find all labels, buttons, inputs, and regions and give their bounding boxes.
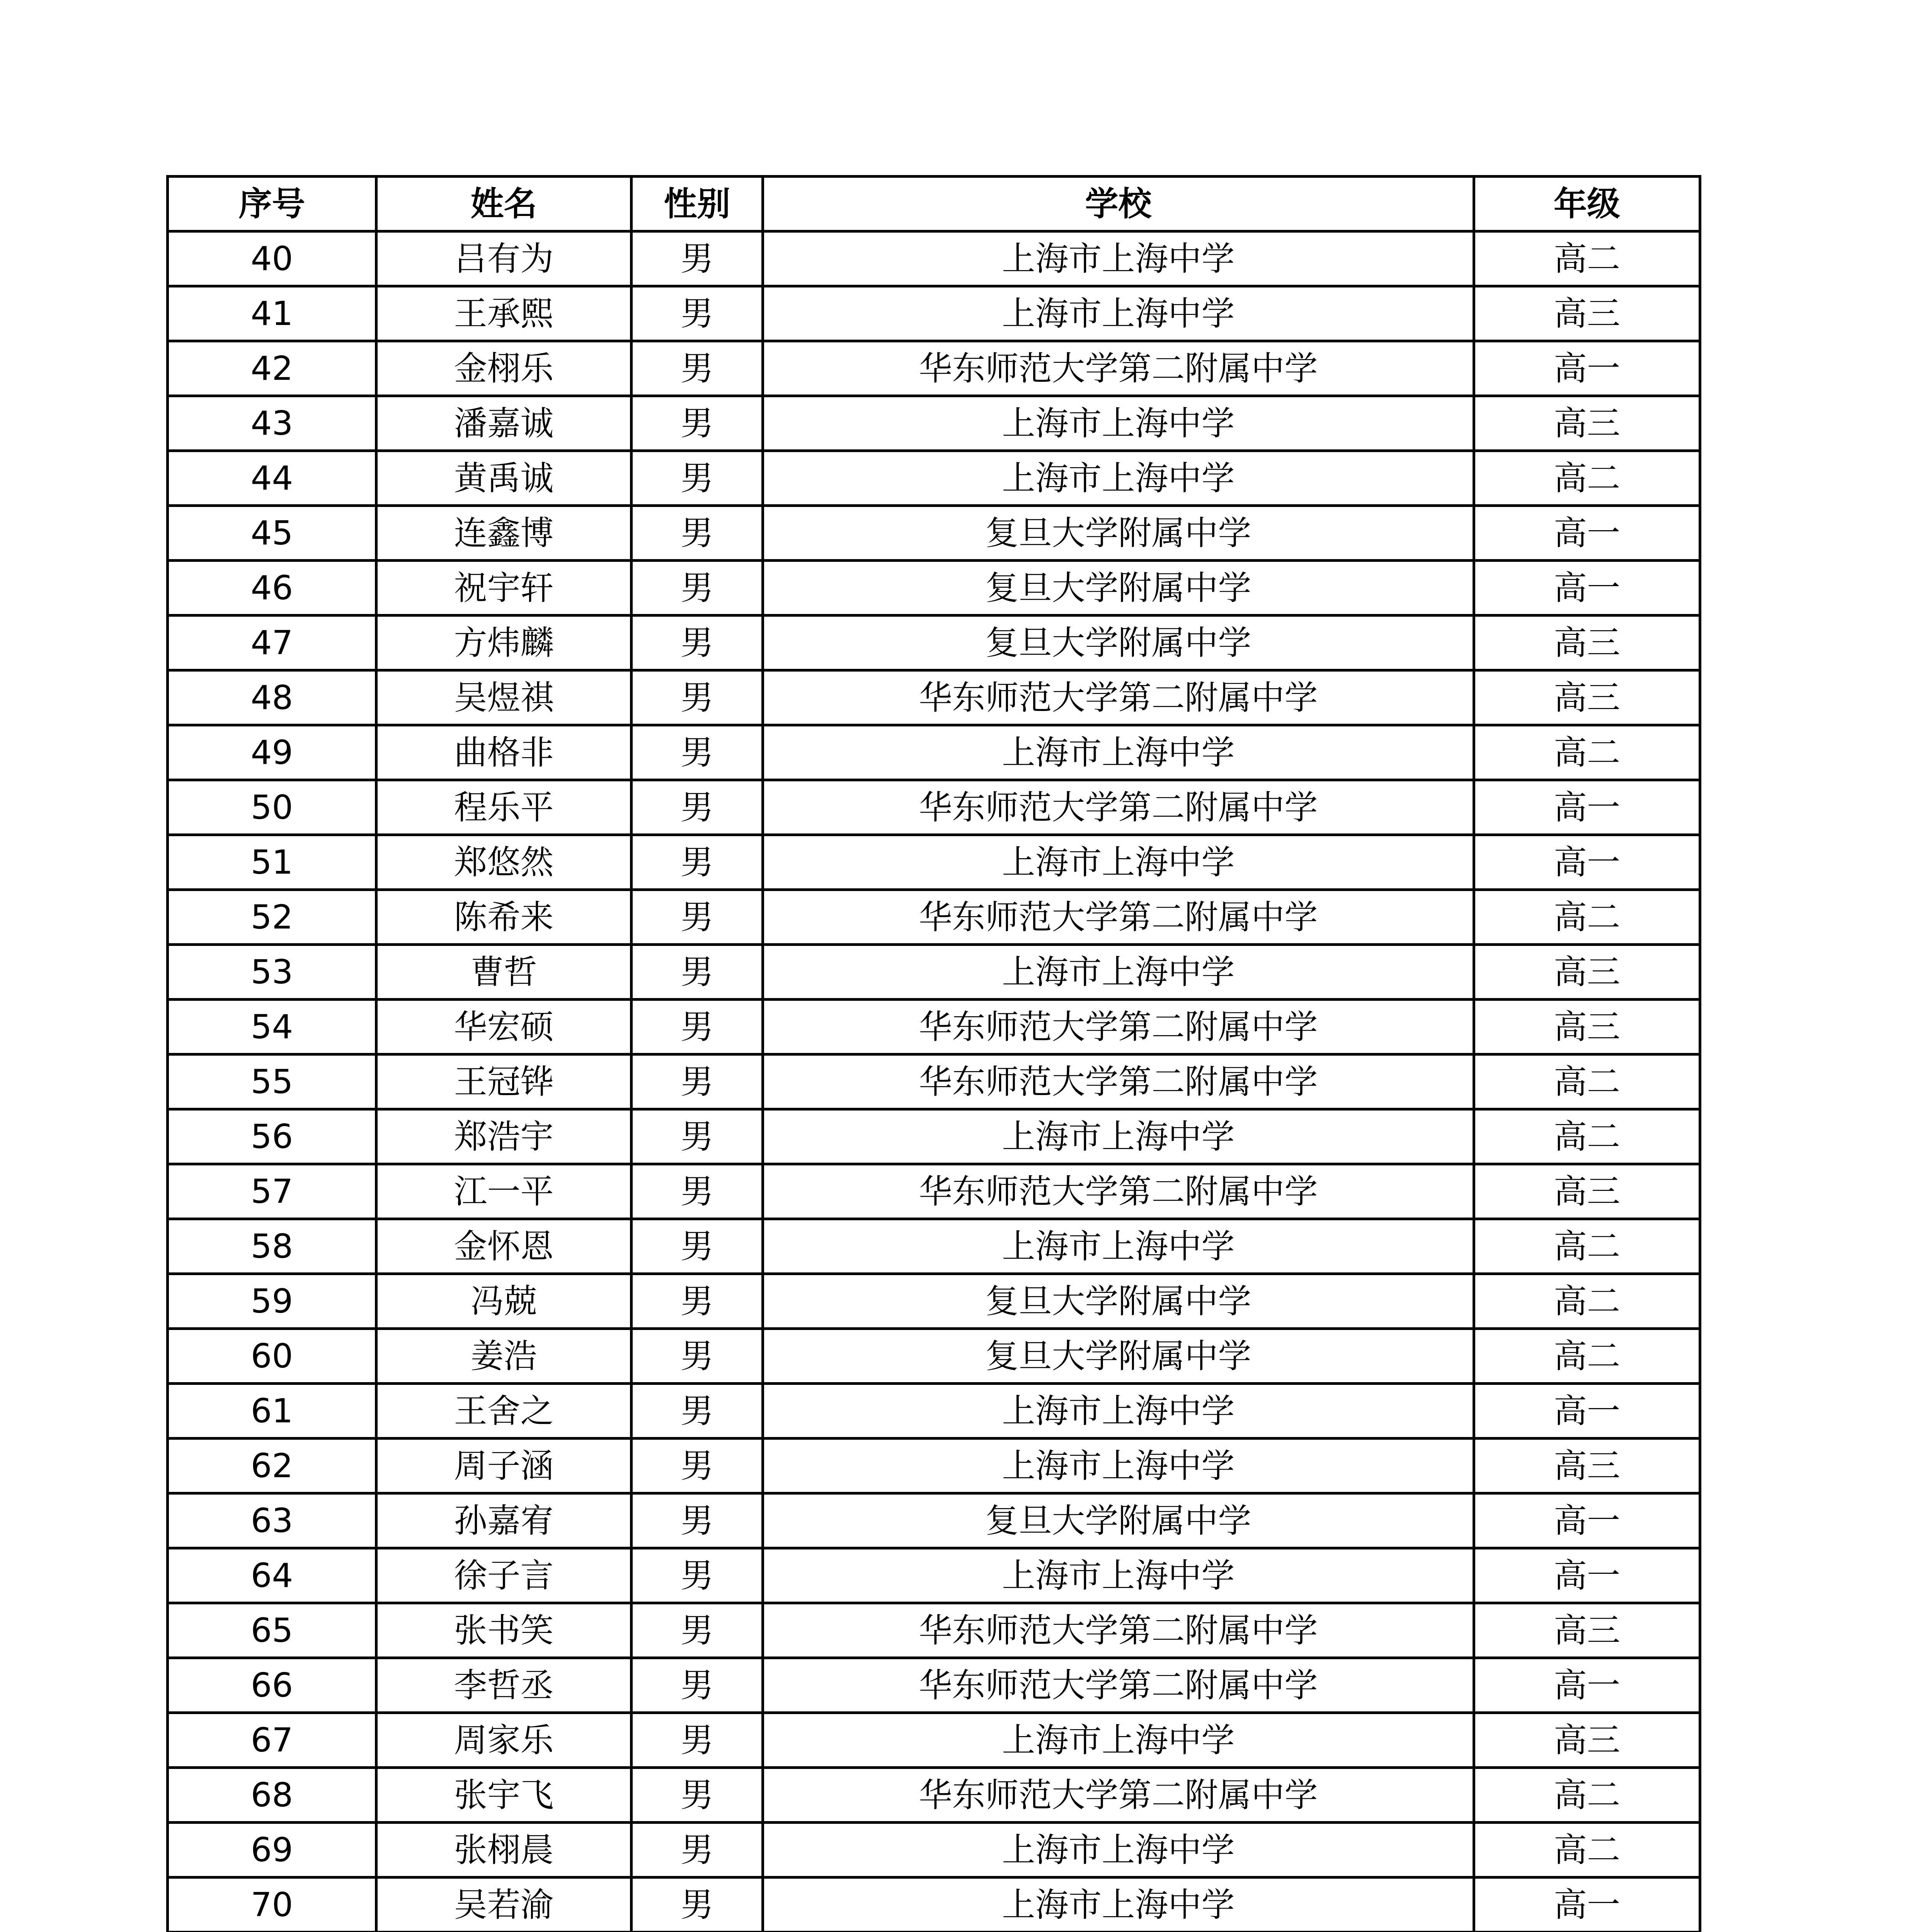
name-cell: 金栩乐 [376, 341, 632, 396]
name-cell: 张宇飞 [376, 1768, 632, 1823]
school-cell: 上海市上海中学 [763, 835, 1474, 890]
table-row [168, 1823, 1700, 1878]
table-row [168, 1164, 1700, 1219]
school-cell: 华东师范大学第二附属中学 [763, 890, 1474, 945]
table-row [168, 1548, 1700, 1603]
school-cell: 华东师范大学第二附属中学 [763, 1658, 1474, 1713]
school-cell: 复旦大学附属中学 [763, 1329, 1474, 1384]
serial-number-cell: 46 [168, 561, 376, 616]
serial-number-cell: 52 [168, 890, 376, 945]
serial-number-cell: 47 [168, 616, 376, 670]
name-cell: 黄禹诚 [376, 451, 632, 506]
gender-cell: 男 [632, 1054, 763, 1109]
school-cell: 华东师范大学第二附属中学 [763, 780, 1474, 835]
serial-number-cell: 57 [168, 1164, 376, 1219]
table-row [168, 835, 1700, 890]
serial-number-cell: 60 [168, 1329, 376, 1384]
school-cell: 上海市上海中学 [763, 945, 1474, 1000]
grade-cell: 高一 [1474, 1658, 1700, 1713]
name-cell: 徐子言 [376, 1548, 632, 1603]
name-cell: 祝宇轩 [376, 561, 632, 616]
school-cell: 上海市上海中学 [763, 396, 1474, 451]
name-cell: 姜浩 [376, 1329, 632, 1384]
school-cell: 复旦大学附属中学 [763, 616, 1474, 670]
serial-number-cell: 51 [168, 835, 376, 890]
gender-cell: 男 [632, 725, 763, 780]
header-name: 姓名 [376, 177, 632, 231]
gender-cell: 男 [632, 1164, 763, 1219]
grade-cell: 高二 [1474, 890, 1700, 945]
table-row [168, 780, 1700, 835]
table-row [168, 341, 1700, 396]
serial-number-cell: 42 [168, 341, 376, 396]
gender-cell: 男 [632, 1329, 763, 1384]
table-row [168, 1713, 1700, 1768]
table-row [168, 1219, 1700, 1274]
table-row [168, 1109, 1700, 1164]
gender-cell: 男 [632, 1384, 763, 1439]
name-cell: 郑浩宇 [376, 1109, 632, 1164]
school-cell: 上海市上海中学 [763, 1439, 1474, 1493]
name-cell: 郑悠然 [376, 835, 632, 890]
serial-number-cell: 40 [168, 231, 376, 286]
school-cell: 华东师范大学第二附属中学 [763, 341, 1474, 396]
name-cell: 周子涵 [376, 1439, 632, 1493]
grade-cell: 高二 [1474, 451, 1700, 506]
table-row [168, 1054, 1700, 1109]
school-cell: 复旦大学附属中学 [763, 1493, 1474, 1548]
school-cell: 华东师范大学第二附属中学 [763, 1164, 1474, 1219]
grade-cell: 高二 [1474, 1054, 1700, 1109]
gender-cell: 男 [632, 1439, 763, 1493]
school-cell: 上海市上海中学 [763, 286, 1474, 341]
school-cell: 华东师范大学第二附属中学 [763, 670, 1474, 725]
name-cell: 李哲丞 [376, 1658, 632, 1713]
name-cell: 连鑫博 [376, 506, 632, 561]
name-cell: 张栩晨 [376, 1823, 632, 1878]
grade-cell: 高一 [1474, 506, 1700, 561]
school-cell: 复旦大学附属中学 [763, 561, 1474, 616]
grade-cell: 高一 [1474, 835, 1700, 890]
serial-number-cell: 68 [168, 1768, 376, 1823]
school-cell: 华东师范大学第二附属中学 [763, 1768, 1474, 1823]
grade-cell: 高三 [1474, 670, 1700, 725]
grade-cell: 高三 [1474, 1164, 1700, 1219]
serial-number-cell: 64 [168, 1548, 376, 1603]
grade-cell: 高三 [1474, 1000, 1700, 1054]
gender-cell: 男 [632, 286, 763, 341]
school-cell: 上海市上海中学 [763, 1219, 1474, 1274]
student-roster-table [166, 175, 1701, 1932]
table-row [168, 1329, 1700, 1384]
table-row [168, 396, 1700, 451]
grade-cell: 高二 [1474, 1274, 1700, 1329]
serial-number-cell: 53 [168, 945, 376, 1000]
name-cell: 周家乐 [376, 1713, 632, 1768]
header-serial-number: 序号 [168, 177, 376, 231]
table-row [168, 1274, 1700, 1329]
gender-cell: 男 [632, 1109, 763, 1164]
serial-number-cell: 63 [168, 1493, 376, 1548]
school-cell: 上海市上海中学 [763, 1109, 1474, 1164]
table-row [168, 1439, 1700, 1493]
header-gender: 性别 [632, 177, 763, 231]
name-cell: 华宏硕 [376, 1000, 632, 1054]
gender-cell: 男 [632, 1493, 763, 1548]
gender-cell: 男 [632, 780, 763, 835]
serial-number-cell: 41 [168, 286, 376, 341]
table-row [168, 561, 1700, 616]
school-cell: 华东师范大学第二附属中学 [763, 1603, 1474, 1658]
school-cell: 上海市上海中学 [763, 1823, 1474, 1878]
table-row [168, 1603, 1700, 1658]
gender-cell: 男 [632, 1219, 763, 1274]
school-cell: 上海市上海中学 [763, 1548, 1474, 1603]
name-cell: 曹哲 [376, 945, 632, 1000]
gender-cell: 男 [632, 1823, 763, 1878]
table-row [168, 890, 1700, 945]
name-cell: 吕有为 [376, 231, 632, 286]
gender-cell: 男 [632, 561, 763, 616]
grade-cell: 高三 [1474, 286, 1700, 341]
serial-number-cell: 50 [168, 780, 376, 835]
table-row [168, 451, 1700, 506]
table-row [168, 231, 1700, 286]
serial-number-cell: 44 [168, 451, 376, 506]
grade-cell: 高二 [1474, 231, 1700, 286]
grade-cell: 高三 [1474, 1713, 1700, 1768]
name-cell: 吴煜祺 [376, 670, 632, 725]
gender-cell: 男 [632, 1548, 763, 1603]
gender-cell: 男 [632, 1878, 763, 1932]
grade-cell: 高二 [1474, 1329, 1700, 1384]
name-cell: 方炜麟 [376, 616, 632, 670]
gender-cell: 男 [632, 1603, 763, 1658]
name-cell: 王承熙 [376, 286, 632, 341]
serial-number-cell: 55 [168, 1054, 376, 1109]
table-row [168, 1384, 1700, 1439]
gender-cell: 男 [632, 945, 763, 1000]
gender-cell: 男 [632, 231, 763, 286]
gender-cell: 男 [632, 1658, 763, 1713]
serial-number-cell: 56 [168, 1109, 376, 1164]
grade-cell: 高二 [1474, 1219, 1700, 1274]
table-row [168, 506, 1700, 561]
school-cell: 复旦大学附属中学 [763, 506, 1474, 561]
gender-cell: 男 [632, 1713, 763, 1768]
grade-cell: 高一 [1474, 1548, 1700, 1603]
table-row [168, 670, 1700, 725]
name-cell: 陈希来 [376, 890, 632, 945]
gender-cell: 男 [632, 670, 763, 725]
name-cell: 冯兢 [376, 1274, 632, 1329]
school-cell: 华东师范大学第二附属中学 [763, 1054, 1474, 1109]
gender-cell: 男 [632, 341, 763, 396]
serial-number-cell: 59 [168, 1274, 376, 1329]
gender-cell: 男 [632, 890, 763, 945]
name-cell: 曲格非 [376, 725, 632, 780]
gender-cell: 男 [632, 1768, 763, 1823]
grade-cell: 高一 [1474, 1878, 1700, 1932]
name-cell: 孙嘉宥 [376, 1493, 632, 1548]
table-row [168, 1878, 1700, 1932]
school-cell: 上海市上海中学 [763, 451, 1474, 506]
table-header [168, 177, 1700, 231]
serial-number-cell: 45 [168, 506, 376, 561]
name-cell: 程乐平 [376, 780, 632, 835]
gender-cell: 男 [632, 616, 763, 670]
grade-cell: 高一 [1474, 341, 1700, 396]
table-row [168, 945, 1700, 1000]
table-body [168, 231, 1700, 1932]
school-cell: 上海市上海中学 [763, 231, 1474, 286]
gender-cell: 男 [632, 396, 763, 451]
header-school: 学校 [763, 177, 1474, 231]
table-row [168, 286, 1700, 341]
table-row [168, 1493, 1700, 1548]
name-cell: 吴若渝 [376, 1878, 632, 1932]
serial-number-cell: 66 [168, 1658, 376, 1713]
name-cell: 王舍之 [376, 1384, 632, 1439]
grade-cell: 高三 [1474, 616, 1700, 670]
header-row [168, 177, 1700, 231]
school-cell: 上海市上海中学 [763, 725, 1474, 780]
serial-number-cell: 43 [168, 396, 376, 451]
serial-number-cell: 58 [168, 1219, 376, 1274]
gender-cell: 男 [632, 506, 763, 561]
serial-number-cell: 70 [168, 1878, 376, 1932]
serial-number-cell: 49 [168, 725, 376, 780]
serial-number-cell: 61 [168, 1384, 376, 1439]
name-cell: 张书笑 [376, 1603, 632, 1658]
school-cell: 复旦大学附属中学 [763, 1274, 1474, 1329]
serial-number-cell: 69 [168, 1823, 376, 1878]
gender-cell: 男 [632, 1274, 763, 1329]
serial-number-cell: 54 [168, 1000, 376, 1054]
grade-cell: 高三 [1474, 945, 1700, 1000]
name-cell: 金怀恩 [376, 1219, 632, 1274]
serial-number-cell: 48 [168, 670, 376, 725]
school-cell: 上海市上海中学 [763, 1713, 1474, 1768]
serial-number-cell: 67 [168, 1713, 376, 1768]
gender-cell: 男 [632, 451, 763, 506]
table-row [168, 725, 1700, 780]
grade-cell: 高一 [1474, 1493, 1700, 1548]
table-row [168, 1658, 1700, 1713]
serial-number-cell: 62 [168, 1439, 376, 1493]
name-cell: 王冠铧 [376, 1054, 632, 1109]
header-grade: 年级 [1474, 177, 1700, 231]
grade-cell: 高三 [1474, 396, 1700, 451]
name-cell: 潘嘉诚 [376, 396, 632, 451]
gender-cell: 男 [632, 1000, 763, 1054]
name-cell: 江一平 [376, 1164, 632, 1219]
grade-cell: 高一 [1474, 780, 1700, 835]
table-row [168, 1000, 1700, 1054]
school-cell: 上海市上海中学 [763, 1878, 1474, 1932]
grade-cell: 高一 [1474, 561, 1700, 616]
school-cell: 华东师范大学第二附属中学 [763, 1000, 1474, 1054]
grade-cell: 高三 [1474, 1603, 1700, 1658]
gender-cell: 男 [632, 835, 763, 890]
grade-cell: 高三 [1474, 1439, 1700, 1493]
table-row [168, 616, 1700, 670]
grade-cell: 高二 [1474, 1823, 1700, 1878]
table-row [168, 1768, 1700, 1823]
grade-cell: 高二 [1474, 725, 1700, 780]
school-cell: 上海市上海中学 [763, 1384, 1474, 1439]
grade-cell: 高二 [1474, 1768, 1700, 1823]
grade-cell: 高二 [1474, 1109, 1700, 1164]
serial-number-cell: 65 [168, 1603, 376, 1658]
grade-cell: 高一 [1474, 1384, 1700, 1439]
